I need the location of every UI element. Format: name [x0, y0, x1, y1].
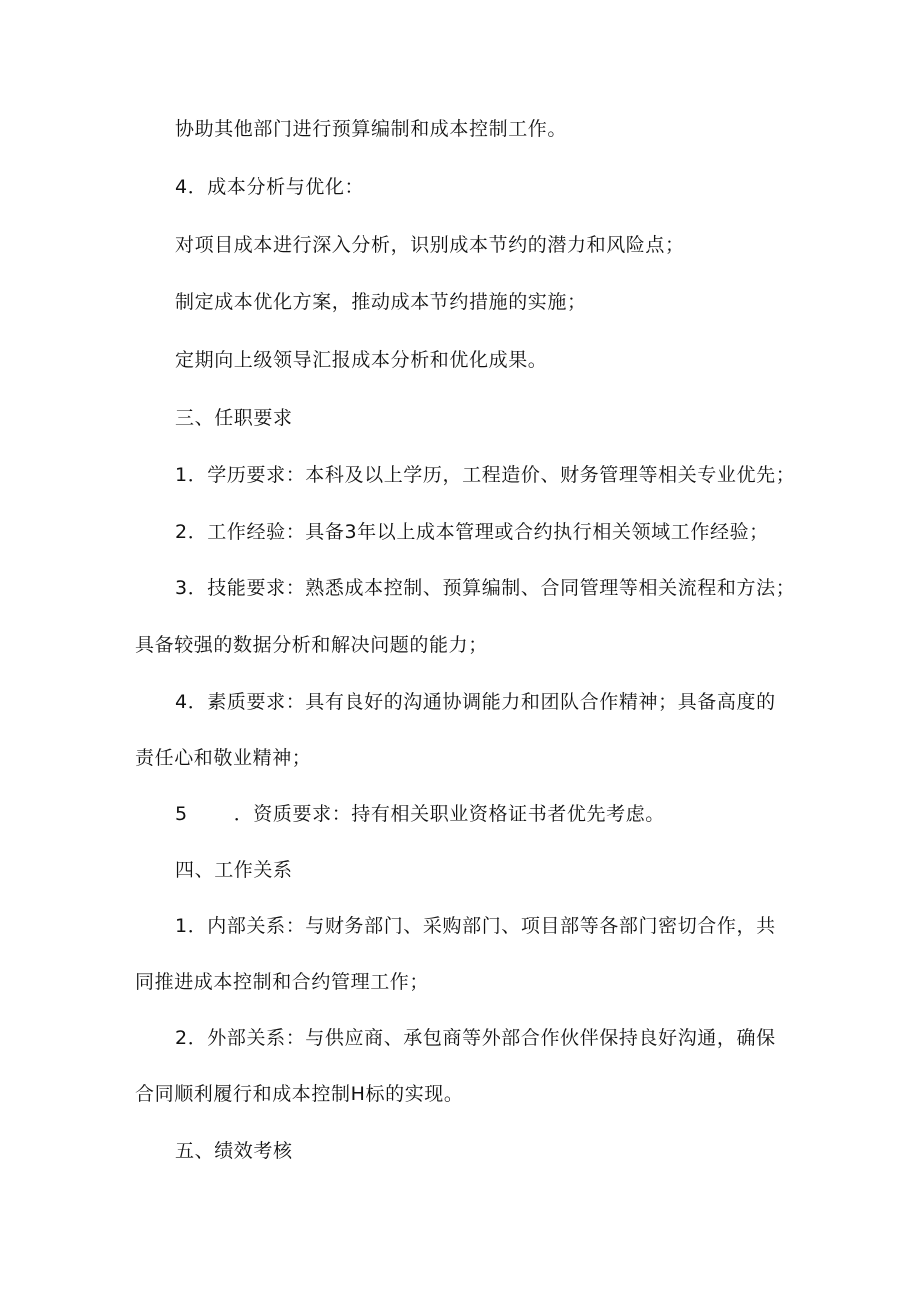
paragraph-continuation: 具备较强的数据分析和解决问题的能力； — [135, 634, 488, 656]
section-heading: 五、绩效考核 — [175, 1140, 293, 1162]
list-item: 1．内部关系：与财务部门、采购部门、项目部等各部门密切合作，共 — [175, 915, 776, 937]
list-item: 2．外部关系：与供应商、承包商等外部合作伙伴保持良好沟通，确保 — [175, 1027, 776, 1049]
paragraph-line: 制定成本优化方案，推动成本节约措施的实施； — [175, 291, 587, 313]
section-heading: 三、任职要求 — [175, 407, 293, 429]
paragraph-line: 对项目成本进行深入分析，识别成本节约的潜力和风险点； — [175, 234, 685, 256]
section-heading: 4．成本分析与优化： — [175, 176, 365, 198]
section-heading: 四、工作关系 — [175, 859, 293, 881]
list-item: 1．学历要求：本科及以上学历，工程造价、财务管理等相关专业优先； — [175, 464, 796, 486]
list-item: 2．工作经验：具备3年以上成本管理或合约执行相关领域工作经验； — [175, 521, 769, 543]
paragraph-line: 定期向上级领导汇报成本分析和优化成果。 — [175, 349, 548, 371]
paragraph-line: 协助其他部门进行预算编制和成本控制工作。 — [175, 118, 568, 140]
list-item-text: ．资质要求：持有相关职业资格证书者优先考虑。 — [233, 803, 665, 825]
paragraph-continuation: 同推进成本控制和合约管理工作； — [135, 971, 430, 993]
list-item: 4．素质要求：具有良好的沟通协调能力和团队合作精神；具备高度的 — [175, 691, 776, 713]
paragraph-continuation: 合同顺利履行和成本控制H标的实现。 — [135, 1083, 464, 1105]
list-item: 3．技能要求：熟悉成本控制、预算编制、合同管理等相关流程和方法； — [175, 577, 796, 599]
paragraph-continuation: 责任心和敬业精神； — [135, 747, 312, 769]
list-item-number: 5 — [175, 803, 188, 825]
list-item — [175, 802, 665, 826]
